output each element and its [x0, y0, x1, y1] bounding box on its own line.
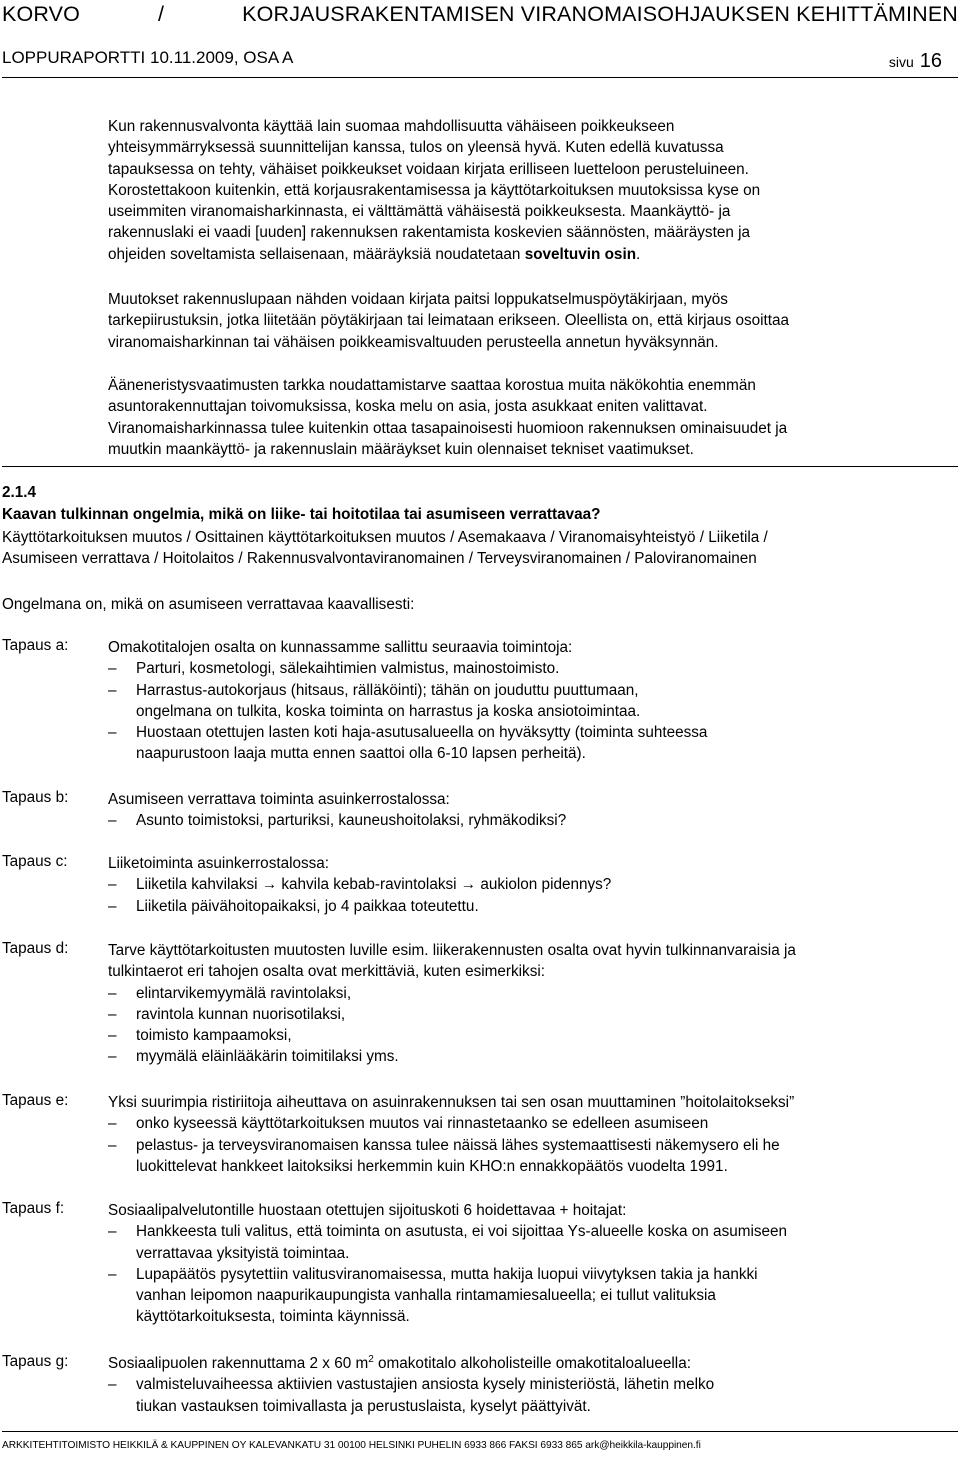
case-b-label: Tapaus b:: [2, 789, 69, 806]
bullet-dash: –: [108, 984, 117, 1002]
problem-intro: Ongelmana on, mikä on asumiseen verrattavaa kaavallisesti:: [2, 596, 415, 613]
case-g: [108, 1353, 714, 1417]
case-intro: Asumiseen verrattava toiminta asuinkerrostalossa:: [108, 791, 450, 808]
text-run: Sosiaalipuolen rakennuttama 2 x 60 m: [108, 1355, 369, 1372]
section-divider: [2, 466, 958, 467]
section-number: 2.1.4: [2, 484, 37, 501]
bullet-dash: –: [108, 876, 117, 894]
keyword-line: Käyttötarkoituksen muutos / Osittainen käyttötarkoituksen muutos / Asemakaava / Viranomaisyhteistyö / Liiketila /: [2, 529, 768, 546]
superscript: 2: [368, 1353, 374, 1365]
page-indicator: [889, 50, 942, 73]
list-item-text: Huostaan otettujen lasten koti haja-asutusalueella on hyväksytty (toiminta suhteessa: [136, 724, 708, 742]
text-line: yhteisymmärryksessä suunnittelijan kanssa, tulos on yleensä hyvä. Kuten edellä kuvatussa: [108, 139, 724, 157]
list-item: [108, 658, 707, 679]
text-line: Ääneneristysvaatimusten tarkka noudattamistarve saattaa korostua muita näkökohtia enemmän: [108, 377, 756, 394]
bullet-dash: –: [108, 1048, 117, 1066]
list-item-text: onko kyseessä käyttötarkoituksen muutos vai rinnastetaanko se edelleen asumiseen: [136, 1115, 709, 1133]
text-line: tapauksessa on tehty, vähäiset poikkeukset voidaan kirjata erilliseen luetteloon perusteluineen.: [108, 160, 749, 178]
case-intro: Liiketoiminta asuinkerrostalossa:: [108, 855, 330, 872]
list-item-text: valmisteluvaiheessa aktiivien vastustajien ansiosta kysely ministeriöstä, lähetin melko: [136, 1376, 715, 1394]
list-item-text: pelastus- ja terveysviranomaisen kanssa tulee näissä lähes systemaattisesti näkemysero eli he: [136, 1136, 780, 1154]
intro-paragraph-1: [108, 116, 760, 265]
list-item: [108, 1113, 794, 1134]
text-line: tarkepiirustuksin, jotka liitetään pöytäkirjaan tai leimataan erikseen. Oleellista on, että kirjaus osoittaa: [108, 312, 790, 330]
list-item: [108, 874, 611, 895]
list-item: [108, 1135, 794, 1156]
text-run: .: [636, 245, 641, 263]
case-g-label: Tapaus g:: [2, 1353, 69, 1370]
case-f: [108, 1200, 787, 1328]
text-run: omakotitalo alkoholisteille omakotitaloalueella:: [373, 1355, 691, 1372]
text-run: ohjeiden soveltamista sellaisenaan, määräyksiä noudatetaan: [108, 245, 521, 263]
case-d: [108, 940, 796, 1068]
list-item: [108, 1025, 796, 1046]
bullet-dash: –: [108, 1005, 117, 1023]
list-item-continuation: käyttötarkoituksesta, toiminta käynnissä.: [136, 1308, 410, 1326]
list-item-continuation: luokittelevat hankkeet laitoksiksi herkemmin kuin KHO:n ennakkopäätös vuodelta 1991.: [136, 1157, 728, 1175]
bullet-dash: –: [108, 1027, 117, 1045]
keywords: [2, 527, 768, 570]
title-separator: /: [158, 2, 165, 26]
case-a-label: Tapaus a:: [2, 637, 69, 654]
case-intro-continued: tulkintaerot eri tahojen osalta ovat merkittäviä, kuten esimerkiksi:: [108, 963, 546, 981]
list-item: [108, 1004, 796, 1025]
text-line: muutkin maankäyttö- ja rakennuslain määräykset kuin olennaiset tekniset vaatimukset.: [108, 440, 694, 458]
case-intro: Sosiaalipalvelutontille huostaan otettujen sijoituskoti 6 hoidettavaa + hoitajat:: [108, 1202, 627, 1219]
case-b: [108, 789, 566, 832]
list-item: [108, 680, 707, 701]
list-item-text: Hankkeesta tuli valitus, että toiminta on asutusta, ei voi sijoittaa Ys-alueelle koska on asumiseen: [136, 1223, 788, 1241]
case-c: [108, 853, 611, 917]
list-item: [108, 983, 796, 1004]
text-line: Muutokset rakennuslupaan nähden voidaan kirjata paitsi loppukatselmuspöytäkirjaan, myös: [108, 291, 728, 308]
report-subtitle: LOPPURAPORTTI 10.11.2009, OSA A: [2, 48, 294, 67]
bullet-dash: –: [108, 660, 117, 678]
list-item: [108, 1374, 714, 1395]
footer-divider: [2, 1431, 958, 1432]
intro-paragraph-3: [108, 375, 787, 460]
list-item-continuation: vanhan leipomon naapurikaupungista vanhalla rintamamiesalueella; ei tullut valituksia: [136, 1287, 716, 1305]
text-line: Korostettakoon kuitenkin, että korjausrakentamisessa ja käyttötarkoituksen muutoksissa kyse on: [108, 181, 761, 199]
list-item: [108, 722, 707, 743]
text-line: [108, 244, 760, 265]
list-item-text: elintarvikemyymälä ravintolaksi,: [136, 984, 352, 1002]
list-item-continuation: naapurustoon laaja mutta ennen saattoi olla 6-10 lapsen perheitä).: [136, 745, 586, 763]
bullet-dash: –: [108, 1115, 117, 1133]
bullet-dash: –: [108, 812, 117, 830]
list-item-text: ravintola kunnan nuorisotilaksi,: [136, 1005, 346, 1023]
keyword-line: Asumiseen verrattava / Hoitolaitos / Rakennusvalvontaviranomainen / Terveysviranomainen / Paloviranomainen: [2, 550, 757, 568]
list-item-text: Parturi, kosmetologi, sälekaihtimien valmistus, mainostoimisto.: [136, 660, 560, 678]
list-item-continuation: tiukan vastauksen toimivallasta ja perustuslaista, kyselyt päättyivät.: [136, 1397, 591, 1415]
list-item-continuation: verrattavaa yksityistä toimintaa.: [136, 1244, 350, 1262]
case-intro: [108, 1353, 714, 1374]
emphasis: soveltuvin osin: [524, 245, 637, 263]
case-intro: Tarve käyttötarkoitusten muutosten luville esim. liikerakennusten osalta ovat hyvin tulkinnanvaraisia ja: [108, 942, 796, 959]
case-c-label: Tapaus c:: [2, 853, 68, 870]
list-item-text: myymälä eläinlääkärin toimitilaksi yms.: [136, 1048, 399, 1066]
list-item-text: [136, 874, 611, 895]
report-title: [2, 2, 958, 27]
text-line: Viranomaisharkinnassa tulee kuitenkin ottaa tasapainoisesti huomioon rakennuksen ominaisuudet ja: [108, 419, 788, 437]
list-item-continuation: ongelmana on tulkita, koska toiminta on harrastus ja koska ansiotoimintaa.: [136, 702, 641, 720]
text-line: asuntorakennuttajan toivomuksissa, koska melu on asia, josta asukkaat eniten valittavat.: [108, 398, 708, 416]
bullet-dash: –: [108, 897, 117, 915]
case-f-label: Tapaus f:: [2, 1200, 65, 1217]
case-d-label: Tapaus d:: [2, 940, 69, 957]
list-item-text: Harrastus-autokorjaus (hitsaus, rälläköinti); tähän on jouduttu puuttumaan,: [136, 681, 639, 699]
arrow-icon: →: [261, 876, 278, 894]
list-item-text: Lupapäätös pysytettiin valitusviranomaisessa, mutta hakija luopui viivytyksen takia ja hankki: [136, 1265, 758, 1283]
header-divider: [2, 77, 958, 78]
bullet-dash: –: [108, 681, 117, 699]
list-item-text: Asunto toimistoksi, parturiksi, kauneushoitolaksi, ryhmäkodiksi?: [136, 812, 567, 830]
list-item: [108, 1221, 787, 1242]
report-subject: KORJAUSRAKENTAMISEN VIRANOMAISOHJAUKSEN KEHITTÄMINEN: [242, 2, 958, 26]
text-run: kahvila kebab-ravintolaksi: [281, 876, 457, 894]
bullet-dash: –: [108, 1136, 117, 1154]
list-item: [108, 896, 611, 917]
case-intro: Omakotitalojen osalta on kunnassamme sallittu seuraavia toimintoja:: [108, 639, 573, 656]
page-label: sivu: [888, 54, 914, 70]
text-line: useimmiten viranomaisharkinnasta, ei välttämättä vähäisestä poikkeuksesta. Maankäyttö- ja: [108, 203, 731, 221]
bullet-dash: –: [108, 1376, 117, 1394]
project-name: KORVO: [2, 2, 81, 26]
list-item-text: toimisto kampaamoksi,: [136, 1027, 292, 1045]
section-title: Kaavan tulkinnan ongelmia, mikä on liike- tai hoitotilaa tai asumiseen verrattavaa?: [2, 506, 601, 523]
page-number: 16: [919, 50, 942, 72]
text-run: aukiolon pidennys?: [480, 876, 612, 894]
text-run: Liiketila kahvilaksi: [136, 876, 258, 894]
list-item-text: Liiketila päivähoitopaikaksi, jo 4 paikkaa toteutettu.: [136, 897, 479, 915]
case-intro: Yksi suurimpia ristiriitoja aiheuttava on asuinrakennuksen tai sen osan muuttaminen ”hoitolaitokseksi”: [108, 1094, 795, 1111]
intro-paragraph-2: [108, 289, 789, 353]
text-line: rakennuslaki ei vaadi [uuden] rakennuksen rakentamista koskevien säännösten, määräysten ja: [108, 224, 750, 242]
bullet-dash: –: [108, 1223, 117, 1241]
case-a: [108, 637, 707, 765]
footer-contact: ARKKITEHTITOIMISTO HEIKKILÄ & KAUPPINEN OY KALEVANKATU 31 00100 HELSINKI PUHELIN 6933 866 FAKSI 6933 865 ark@heikkila-kauppinen.fi: [2, 1440, 701, 1451]
case-e: [108, 1092, 794, 1177]
arrow-icon: →: [460, 876, 477, 894]
text-line: Kun rakennusvalvonta käyttää lain suomaa mahdollisuutta vähäiseen poikkeukseen: [108, 118, 675, 135]
list-item: [108, 810, 566, 831]
text-line: viranomaisharkinnan tai vähäisen poikkeamisvaltuuden perusteella annetun hyväksynnän.: [108, 333, 719, 351]
list-item: [108, 1264, 787, 1285]
list-item: [108, 1046, 796, 1067]
bullet-dash: –: [108, 1265, 117, 1283]
case-e-label: Tapaus e:: [2, 1092, 69, 1109]
bullet-dash: –: [108, 724, 117, 742]
